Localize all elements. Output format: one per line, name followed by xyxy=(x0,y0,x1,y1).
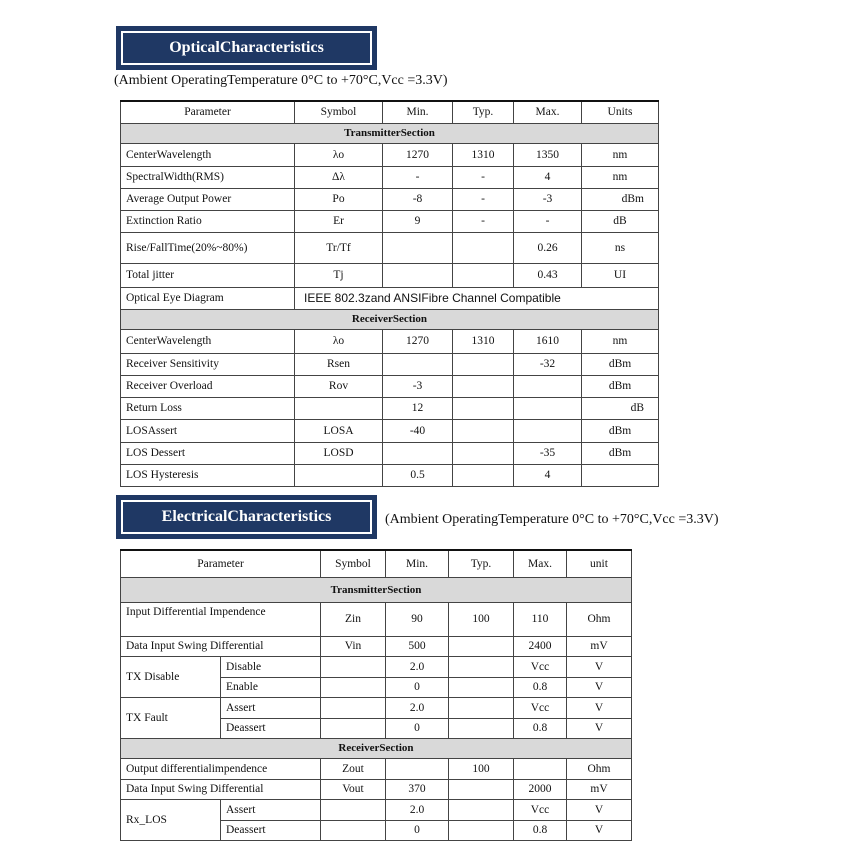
section-row xyxy=(121,738,632,758)
param-cell: CenterWavelength xyxy=(121,329,295,353)
header-typ: Typ. xyxy=(453,101,514,123)
eye-diagram-value: IEEE 802.3zand ANSIFibre Channel Compatible xyxy=(295,287,659,309)
max-cell: 0.8 xyxy=(514,820,567,840)
unit-cell: V xyxy=(567,656,632,677)
unit-cell: dB xyxy=(582,210,659,232)
max-cell: -32 xyxy=(514,353,582,375)
section-row xyxy=(121,577,632,602)
table-header-row xyxy=(121,101,659,123)
symbol-cell: LOSD xyxy=(295,442,383,464)
unit-cell: V xyxy=(567,799,632,820)
unit-cell: dB xyxy=(582,397,659,419)
param-cell: Total jitter xyxy=(121,263,295,287)
min-cell: 0 xyxy=(386,820,449,840)
subparam-cell: Enable xyxy=(221,677,321,697)
symbol-cell xyxy=(321,677,386,697)
unit-cell: dBm xyxy=(582,419,659,442)
min-cell: 90 xyxy=(386,602,449,636)
max-cell: 0.8 xyxy=(514,718,567,738)
symbol-cell: Rov xyxy=(295,375,383,397)
typ-cell xyxy=(449,779,514,799)
min-cell: 0 xyxy=(386,718,449,738)
header-parameter: Parameter xyxy=(121,101,295,123)
header-symbol: Symbol xyxy=(295,101,383,123)
param-cell: Output differentialimpendence xyxy=(121,758,321,779)
table-row xyxy=(121,602,632,636)
optical-characteristics-table xyxy=(120,100,659,487)
param-cell: CenterWavelength xyxy=(121,143,295,166)
tx-disable-label: TX Disable xyxy=(121,656,221,697)
unit-cell: ns xyxy=(582,232,659,263)
table-header-row xyxy=(121,550,632,577)
table-row xyxy=(121,779,632,799)
receiver-section-label: ReceiverSection xyxy=(121,309,659,329)
param-cell: Rise/FallTime(20%~80%) xyxy=(121,232,295,263)
typ-cell xyxy=(453,353,514,375)
param-cell: Extinction Ratio xyxy=(121,210,295,232)
table-row xyxy=(121,329,659,353)
header-max: Max. xyxy=(514,550,567,577)
table-row xyxy=(121,210,659,232)
subparam-cell: Deassert xyxy=(221,718,321,738)
max-cell: 2400 xyxy=(514,636,567,656)
receiver-section-label: ReceiverSection xyxy=(121,738,632,758)
typ-cell: - xyxy=(453,166,514,188)
table-row xyxy=(121,188,659,210)
symbol-cell: Po xyxy=(295,188,383,210)
min-cell: 0 xyxy=(386,677,449,697)
symbol-cell xyxy=(321,820,386,840)
optical-condition: (Ambient OperatingTemperature 0°C to +70°C,Vcc =3.3V) xyxy=(114,73,448,88)
min-cell xyxy=(383,263,453,287)
min-cell: 9 xyxy=(383,210,453,232)
unit-cell: Ohm xyxy=(567,758,632,779)
header-typ: Typ. xyxy=(449,550,514,577)
max-cell: -3 xyxy=(514,188,582,210)
table-row xyxy=(121,166,659,188)
typ-cell: 1310 xyxy=(453,329,514,353)
tx-fault-label: TX Fault xyxy=(121,697,221,738)
table-row xyxy=(121,758,632,779)
max-cell: 4 xyxy=(514,464,582,486)
min-cell: 370 xyxy=(386,779,449,799)
symbol-cell xyxy=(321,656,386,677)
max-cell: 0.8 xyxy=(514,677,567,697)
min-cell xyxy=(383,232,453,263)
optical-title: OpticalCharacteristics xyxy=(121,31,372,65)
unit-cell: dBm xyxy=(582,188,659,210)
max-cell: 4 xyxy=(514,166,582,188)
max-cell xyxy=(514,397,582,419)
min-cell xyxy=(386,758,449,779)
symbol-cell: LOSA xyxy=(295,419,383,442)
symbol-cell: Er xyxy=(295,210,383,232)
typ-cell xyxy=(449,636,514,656)
subparam-cell: Assert xyxy=(221,697,321,718)
min-cell: - xyxy=(383,166,453,188)
table-row xyxy=(121,143,659,166)
typ-cell xyxy=(449,718,514,738)
typ-cell xyxy=(449,697,514,718)
unit-cell: V xyxy=(567,820,632,840)
symbol-cell: Zin xyxy=(321,602,386,636)
transmitter-section-label: TransmitterSection xyxy=(121,577,632,602)
typ-cell: 100 xyxy=(449,602,514,636)
typ-cell xyxy=(449,820,514,840)
unit-cell: nm xyxy=(582,143,659,166)
min-cell: -3 xyxy=(383,375,453,397)
min-cell xyxy=(383,353,453,375)
max-cell xyxy=(514,419,582,442)
min-cell: 1270 xyxy=(383,143,453,166)
unit-cell: nm xyxy=(582,329,659,353)
max-cell: 2000 xyxy=(514,779,567,799)
max-cell xyxy=(514,758,567,779)
table-row xyxy=(121,636,632,656)
param-cell: Return Loss xyxy=(121,397,295,419)
typ-cell: - xyxy=(453,188,514,210)
typ-cell xyxy=(453,263,514,287)
typ-cell xyxy=(453,375,514,397)
table-row xyxy=(121,697,632,718)
min-cell xyxy=(383,442,453,464)
table-row xyxy=(121,442,659,464)
symbol-cell: Rsen xyxy=(295,353,383,375)
min-cell: 0.5 xyxy=(383,464,453,486)
unit-cell: Ohm xyxy=(567,602,632,636)
typ-cell: - xyxy=(453,210,514,232)
typ-cell: 100 xyxy=(449,758,514,779)
max-cell: - xyxy=(514,210,582,232)
symbol-cell: Tj xyxy=(295,263,383,287)
typ-cell xyxy=(453,397,514,419)
table-row xyxy=(121,287,659,309)
max-cell: Vcc xyxy=(514,697,567,718)
table-row xyxy=(121,263,659,287)
subparam-cell: Disable xyxy=(221,656,321,677)
header-units: Units xyxy=(582,101,659,123)
transmitter-section-label: TransmitterSection xyxy=(121,123,659,143)
typ-cell xyxy=(453,419,514,442)
symbol-cell xyxy=(295,464,383,486)
typ-cell xyxy=(449,799,514,820)
table-row xyxy=(121,375,659,397)
electrical-condition: (Ambient OperatingTemperature 0°C to +70°C,Vcc =3.3V) xyxy=(385,512,719,527)
typ-cell xyxy=(449,656,514,677)
subparam-cell: Assert xyxy=(221,799,321,820)
symbol-cell: Zout xyxy=(321,758,386,779)
table-row xyxy=(121,397,659,419)
max-cell: -35 xyxy=(514,442,582,464)
param-cell: Data Input Swing Differential xyxy=(121,636,321,656)
max-cell: 110 xyxy=(514,602,567,636)
typ-cell xyxy=(453,232,514,263)
header-symbol: Symbol xyxy=(321,550,386,577)
min-cell: -8 xyxy=(383,188,453,210)
header-unit: unit xyxy=(567,550,632,577)
param-cell: LOS Hysteresis xyxy=(121,464,295,486)
rx-los-label: Rx_LOS xyxy=(121,799,221,840)
param-cell: Receiver Overload xyxy=(121,375,295,397)
section-row xyxy=(121,309,659,329)
table-row xyxy=(121,656,632,677)
header-min: Min. xyxy=(386,550,449,577)
param-cell: LOSAssert xyxy=(121,419,295,442)
min-cell: 500 xyxy=(386,636,449,656)
typ-cell xyxy=(449,677,514,697)
max-cell: 1610 xyxy=(514,329,582,353)
param-cell: Receiver Sensitivity xyxy=(121,353,295,375)
min-cell: -40 xyxy=(383,419,453,442)
max-cell: 0.43 xyxy=(514,263,582,287)
param-cell: SpectralWidth(RMS) xyxy=(121,166,295,188)
symbol-cell: Vout xyxy=(321,779,386,799)
min-cell: 1270 xyxy=(383,329,453,353)
header-min: Min. xyxy=(383,101,453,123)
table-row xyxy=(121,232,659,263)
unit-cell: V xyxy=(567,697,632,718)
eye-diagram-label: Optical Eye Diagram xyxy=(121,287,295,309)
param-cell: Data Input Swing Differential xyxy=(121,779,321,799)
min-cell: 12 xyxy=(383,397,453,419)
table-row xyxy=(121,464,659,486)
table-row xyxy=(121,799,632,820)
typ-cell xyxy=(453,442,514,464)
table-row xyxy=(121,353,659,375)
subparam-cell: Deassert xyxy=(221,820,321,840)
symbol-cell: λo xyxy=(295,143,383,166)
unit-cell: UI xyxy=(582,263,659,287)
typ-cell xyxy=(453,464,514,486)
unit-cell: dBm xyxy=(582,375,659,397)
unit-cell xyxy=(582,464,659,486)
electrical-title-banner xyxy=(116,495,377,539)
electrical-title: ElectricalCharacteristics xyxy=(121,500,372,534)
symbol-cell xyxy=(321,697,386,718)
symbol-cell: Δλ xyxy=(295,166,383,188)
section-row xyxy=(121,123,659,143)
max-cell: 1350 xyxy=(514,143,582,166)
unit-cell: nm xyxy=(582,166,659,188)
unit-cell: mV xyxy=(567,779,632,799)
electrical-characteristics-table xyxy=(120,549,632,841)
max-cell: Vcc xyxy=(514,656,567,677)
min-cell: 2.0 xyxy=(386,656,449,677)
param-cell: Average Output Power xyxy=(121,188,295,210)
symbol-cell: Vin xyxy=(321,636,386,656)
symbol-cell: λo xyxy=(295,329,383,353)
symbol-cell xyxy=(321,718,386,738)
min-cell: 2.0 xyxy=(386,697,449,718)
typ-cell: 1310 xyxy=(453,143,514,166)
unit-cell: dBm xyxy=(582,442,659,464)
symbol-cell xyxy=(321,799,386,820)
table-row xyxy=(121,419,659,442)
unit-cell: dBm xyxy=(582,353,659,375)
unit-cell: V xyxy=(567,718,632,738)
min-cell: 2.0 xyxy=(386,799,449,820)
max-cell xyxy=(514,375,582,397)
param-cell: LOS Dessert xyxy=(121,442,295,464)
header-max: Max. xyxy=(514,101,582,123)
param-cell: Input Differential Impendence xyxy=(121,602,321,636)
unit-cell: V xyxy=(567,677,632,697)
unit-cell: mV xyxy=(567,636,632,656)
max-cell: 0.26 xyxy=(514,232,582,263)
symbol-cell: Tr/Tf xyxy=(295,232,383,263)
max-cell: Vcc xyxy=(514,799,567,820)
optical-title-banner xyxy=(116,26,377,70)
symbol-cell xyxy=(295,397,383,419)
header-parameter: Parameter xyxy=(121,550,321,577)
